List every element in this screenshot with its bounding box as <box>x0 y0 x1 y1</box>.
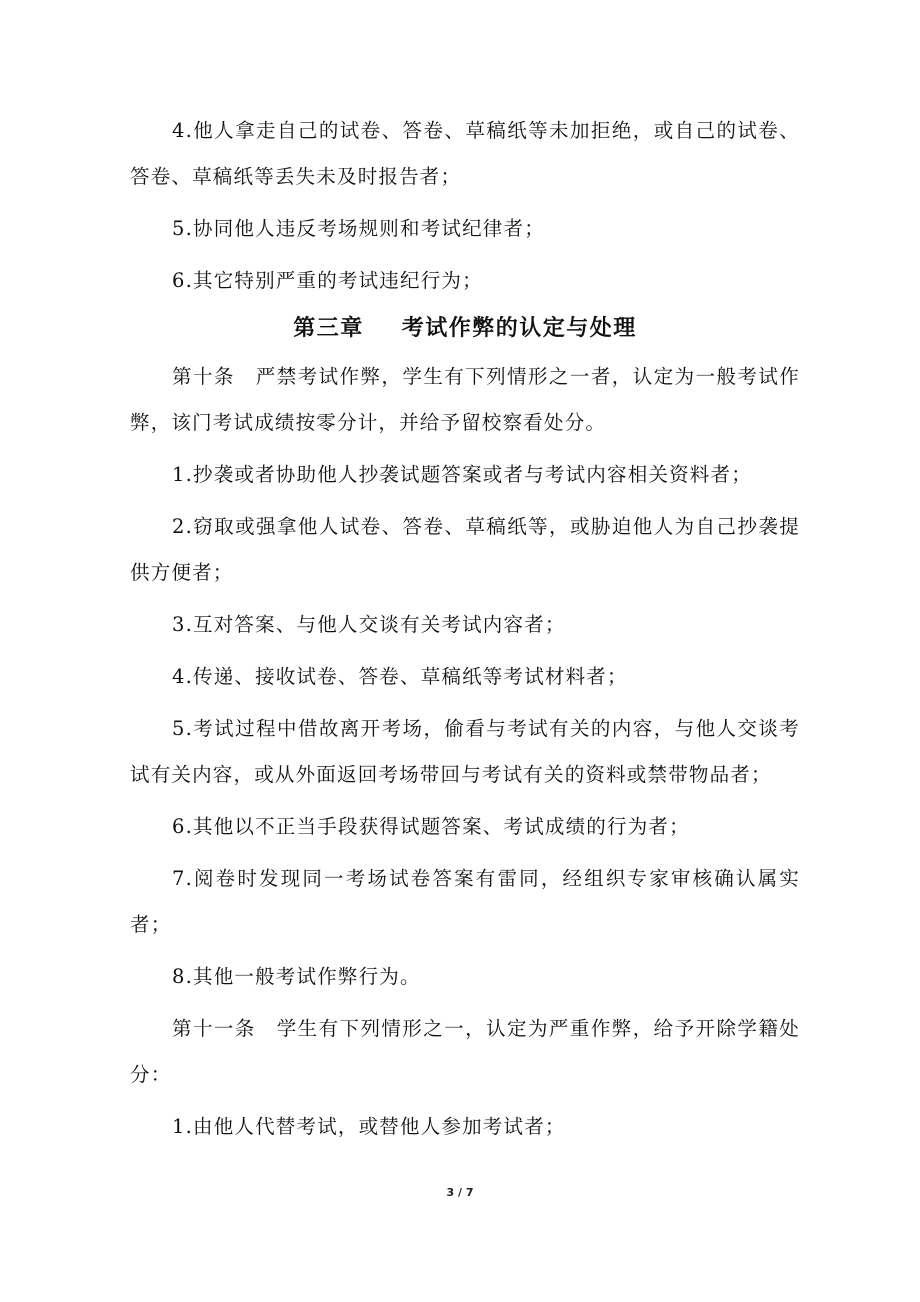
paragraph-item-5-assist: 5.协同他人违反考场规则和考试纪律者； <box>172 217 545 240</box>
paragraph-item-6-other: 6.其它特别严重的考试违纪行为； <box>172 269 483 292</box>
chapter-title: 考试作弊的认定与处理 <box>401 316 637 341</box>
page-number: 3 / 7 <box>446 1186 474 1199</box>
article-10-item-8: 8.其他一般考试作弊行为。 <box>172 965 421 988</box>
chapter-number: 第三章 <box>293 316 364 341</box>
article-10-item-6: 6.其他以不正当手段获得试题答案、考试成绩的行为者； <box>172 815 690 838</box>
article-10-item-7: 7.阅卷时发现同一考场试卷答案有雷同，经组织专家审核确认属实者； <box>130 867 800 936</box>
paragraph-item-4-refusal: 4.他人拿走自己的试卷、答卷、草稿纸等未加拒绝，或自己的试卷、答卷、草稿纸等丢失未及时报告者； <box>130 119 800 188</box>
article-11-item-1: 1.由他人代替考试，或替他人参加考试者； <box>172 1115 566 1138</box>
article-10-item-1: 1.抄袭或者协助他人抄袭试题答案或者与考试内容相关资料者； <box>172 463 752 486</box>
article-10-item-4: 4.传递、接收试卷、答卷、草稿纸等考试材料者； <box>172 665 628 688</box>
article-10: 第十条 严禁考试作弊，学生有下列情形之一者，认定为一般考试作弊，该门考试成绩按零分计，并给予留校察看处分。 <box>130 365 800 434</box>
article-11: 第十一条 学生有下列情形之一，认定为严重作弊，给予开除学籍处分： <box>130 1017 800 1086</box>
chapter-heading <box>130 306 800 352</box>
article-10-item-3: 3.互对答案、与他人交谈有关考试内容者； <box>172 613 566 636</box>
document-body <box>130 108 800 1156</box>
article-10-item-2: 2.窃取或强拿他人试卷、答卷、草稿纸等，或胁迫他人为自己抄袭提供方便者； <box>130 515 800 584</box>
article-10-item-5: 5.考试过程中借故离开考场，偷看与考试有关的内容，与他人交谈考试有关内容，或从外面返回考场带回与考试有关的资料或禁带物品者； <box>130 717 800 786</box>
